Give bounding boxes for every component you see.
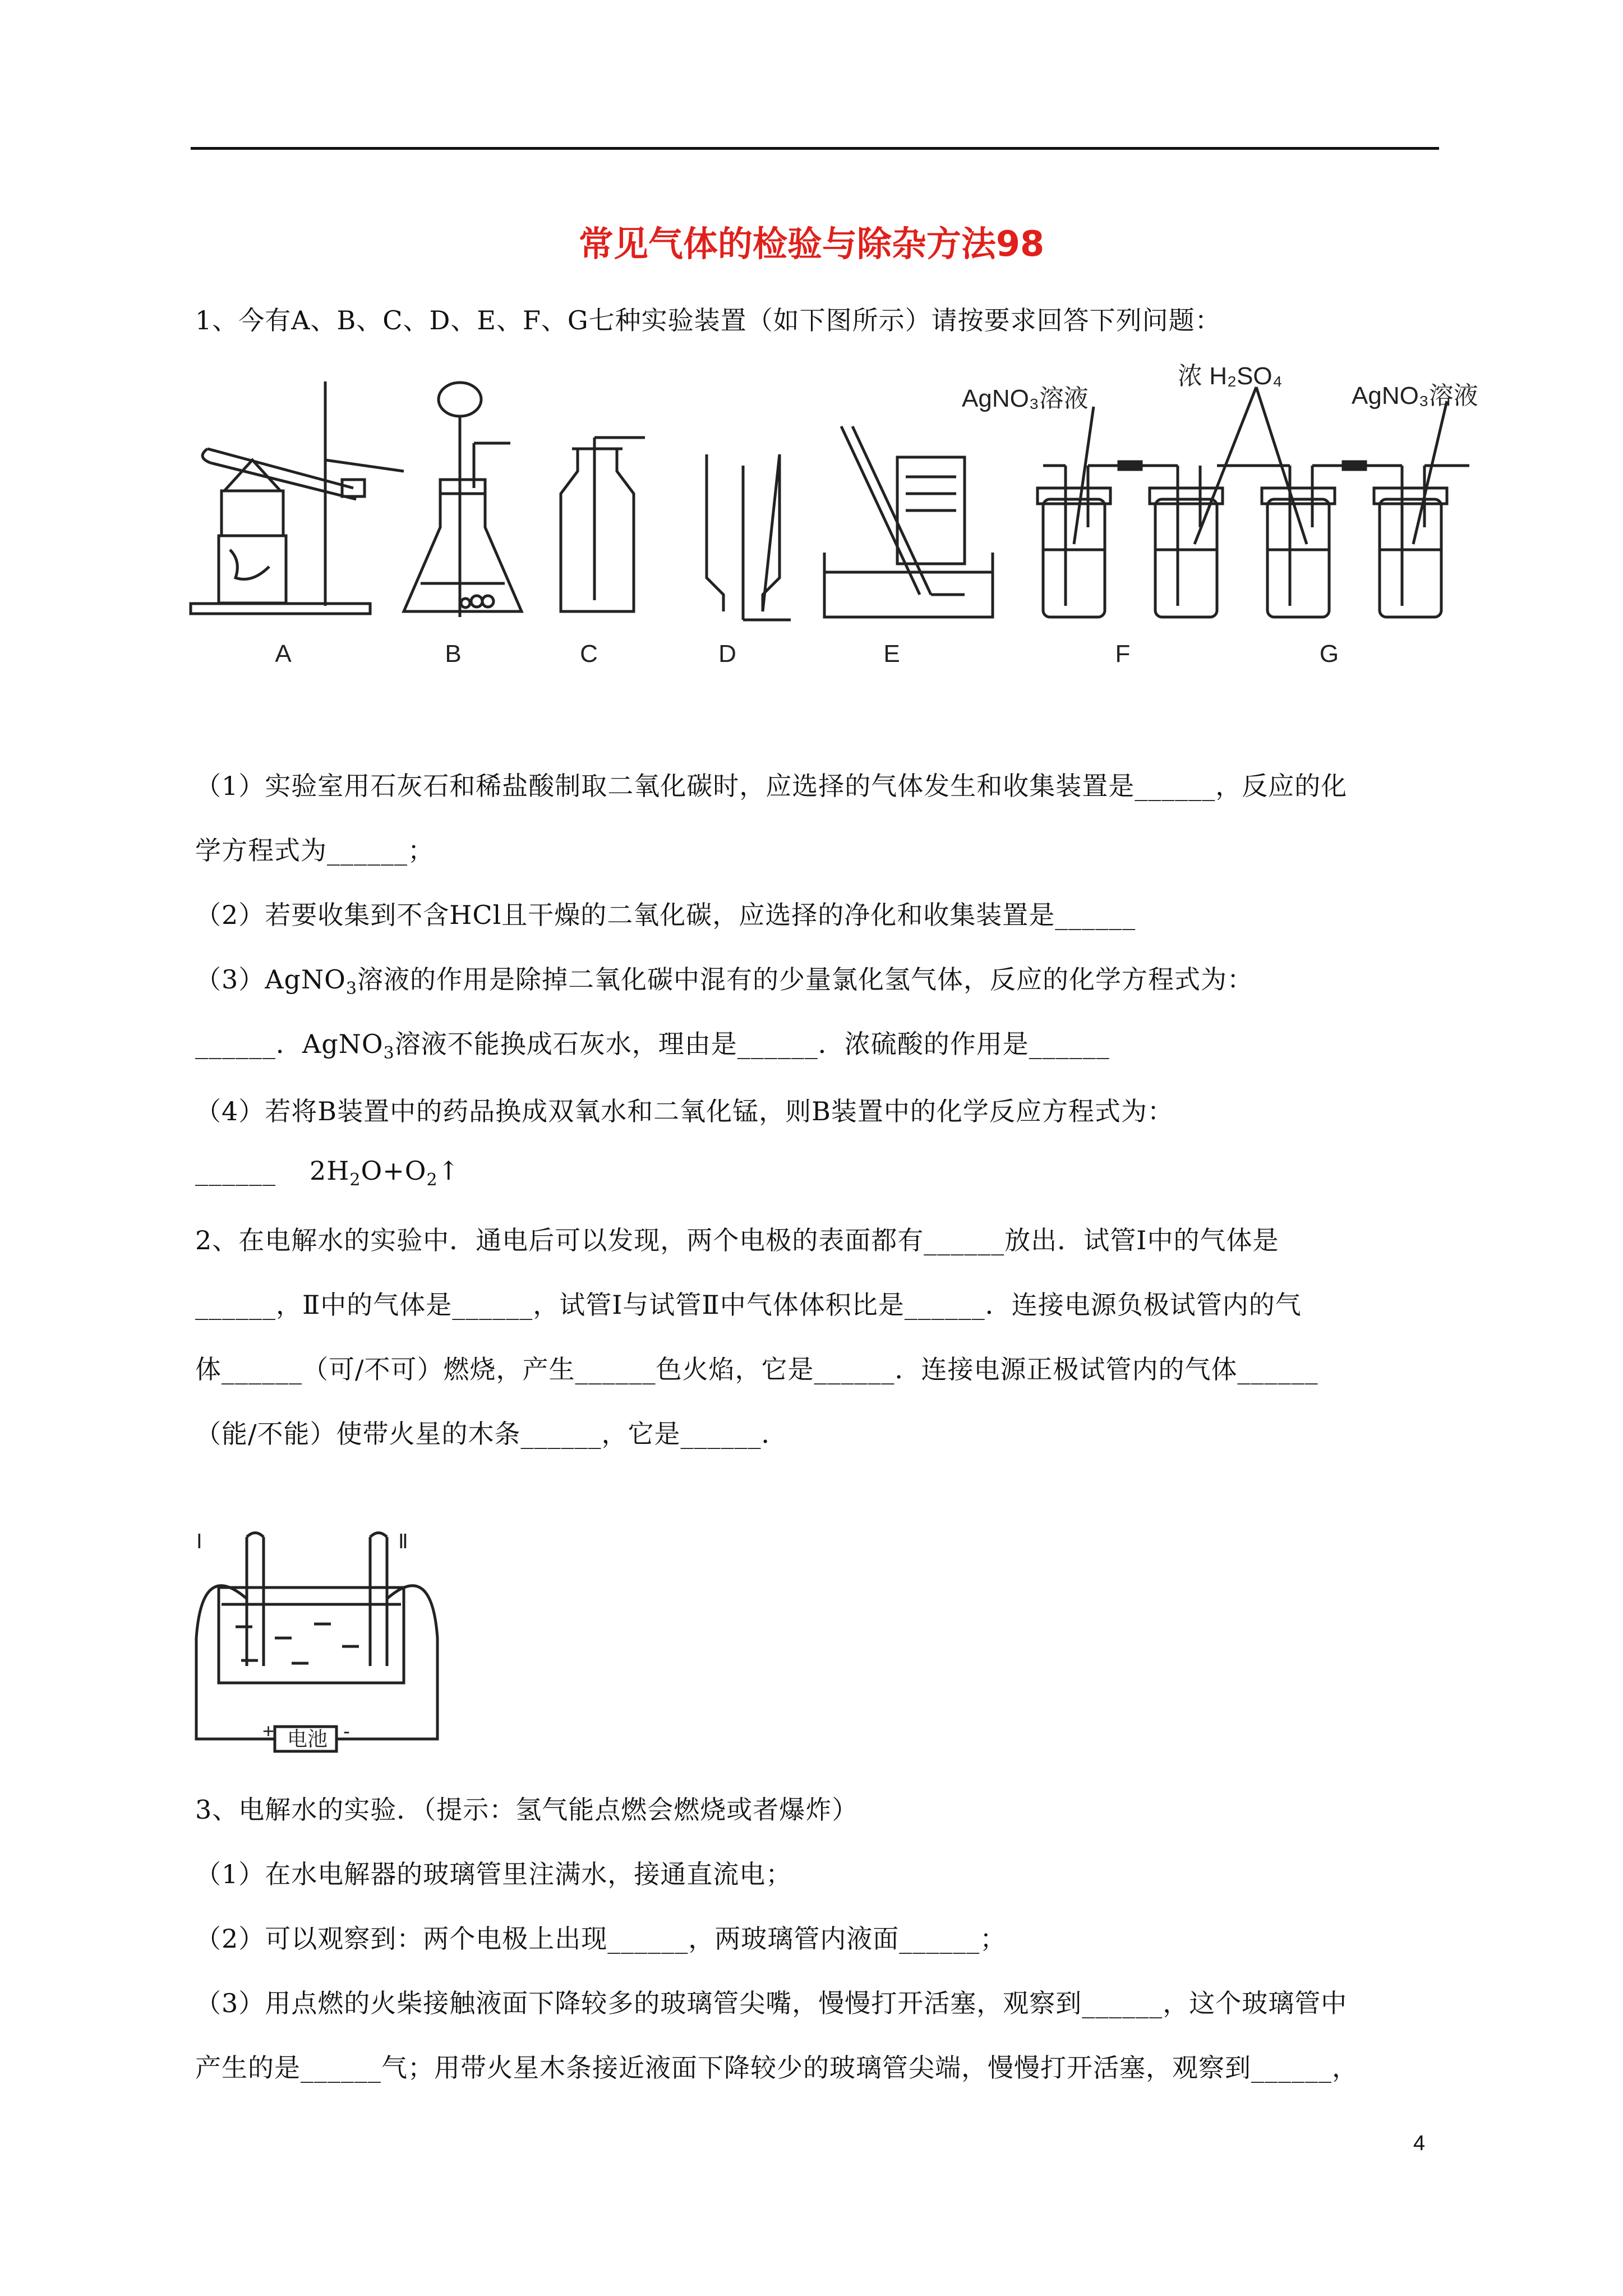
- q3-line1: 3、电解水的实验．（提示：氢气能点燃会燃烧或者爆炸）: [195, 1795, 859, 1825]
- apparatus-b: [404, 383, 522, 617]
- apparatus-f: [1038, 462, 1223, 617]
- battery-plus: +: [262, 1719, 275, 1742]
- q1-part3-line2: ______．AgNO$_3$溶液不能换成石灰水，理由是______．浓硫酸的作用是______: [195, 1029, 1110, 1064]
- q3-line2: （1）在水电解器的玻璃管里注满水，接通直流电；: [195, 1859, 792, 1889]
- label-b: B: [445, 640, 462, 668]
- q2-line2: ______，Ⅱ中的气体是______，试管Ⅰ与试管Ⅱ中气体体积比是______．连接电源负极试管内的气: [195, 1290, 1302, 1320]
- header-rule: [191, 147, 1439, 150]
- tube-2-label: Ⅱ: [398, 1530, 408, 1553]
- label-g: G: [1319, 640, 1339, 668]
- label-d: D: [718, 640, 736, 668]
- q2-line1: 2、在电解水的实验中．通电后可以发现，两个电极的表面都有______放出．试管Ⅰ中的气体是: [195, 1225, 1279, 1255]
- q1-part4-equation: ______ $2H_2O+O_2↑$: [195, 1156, 460, 1190]
- q1-part2: （2）若要收集到不含HCl且干燥的二氧化碳，应选择的净化和收集装置是______: [195, 900, 1136, 930]
- agno3-label-f: AgNO₃溶液: [962, 385, 1089, 412]
- apparatus-e: [824, 426, 993, 617]
- h2so4-label: 浓 H₂SO₄: [1178, 362, 1283, 390]
- apparatus-a: [191, 381, 404, 614]
- electrolysis-figure: [191, 1526, 449, 1761]
- agno3-label-g: AgNO₃溶液: [1352, 382, 1478, 409]
- battery-label: 电池: [287, 1727, 328, 1750]
- q1-part4-line1: （4）若将B装置中的药品换成双氧水和二氧化锰，则B装置中的化学反应方程式为：: [195, 1096, 1174, 1126]
- q2-line3: 体______（可/不可）燃烧，产生______色火焰，它是______．连接电源正极试管内的气体______: [195, 1354, 1318, 1384]
- q1-part1-line2: 学方程式为______；: [195, 835, 434, 866]
- q3-line3: （2）可以观察到：两个电极上出现______，两玻璃管内液面______；: [195, 1924, 1007, 1954]
- q3-line4: （3）用点燃的火柴接触液面下降较多的玻璃管尖嘴，慢慢打开活塞，观察到______，这个玻璃管中: [195, 1988, 1348, 2018]
- label-a: A: [275, 640, 292, 668]
- page-number: 4: [1413, 2132, 1426, 2155]
- battery-minus: -: [343, 1719, 350, 1742]
- page-title: 常见气体的检验与除杂方法98: [578, 223, 1045, 264]
- tube-1-label: Ⅰ: [196, 1530, 202, 1553]
- apparatus-d: [707, 454, 791, 620]
- q2-line4: （能/不能）使带火星的木条______，它是______．: [195, 1419, 788, 1449]
- q1-part1-line1: （1）实验室用石灰石和稀盐酸制取二氧化碳时，应选择的气体发生和收集装置是______，反应的化: [195, 771, 1348, 801]
- apparatus-g: [1074, 387, 1469, 617]
- label-f: F: [1115, 640, 1131, 668]
- label-e: E: [883, 640, 900, 668]
- apparatus-figure: [185, 359, 1509, 684]
- q1-intro: 1、今有A、B、C、D、E、F、G七种实验装置（如下图所示）请按要求回答下列问题：: [195, 305, 1221, 335]
- apparatus-c: [561, 438, 645, 611]
- label-c: C: [580, 640, 598, 668]
- q3-line5: 产生的是______气；用带火星木条接近液面下降较少的玻璃管尖端，慢慢打开活塞，观察到______，: [195, 2053, 1358, 2083]
- q1-part3-line1: （3）AgNO$_3$溶液的作用是除掉二氧化碳中混有的少量氯化氢气体，反应的化学方程式为：: [195, 964, 1253, 999]
